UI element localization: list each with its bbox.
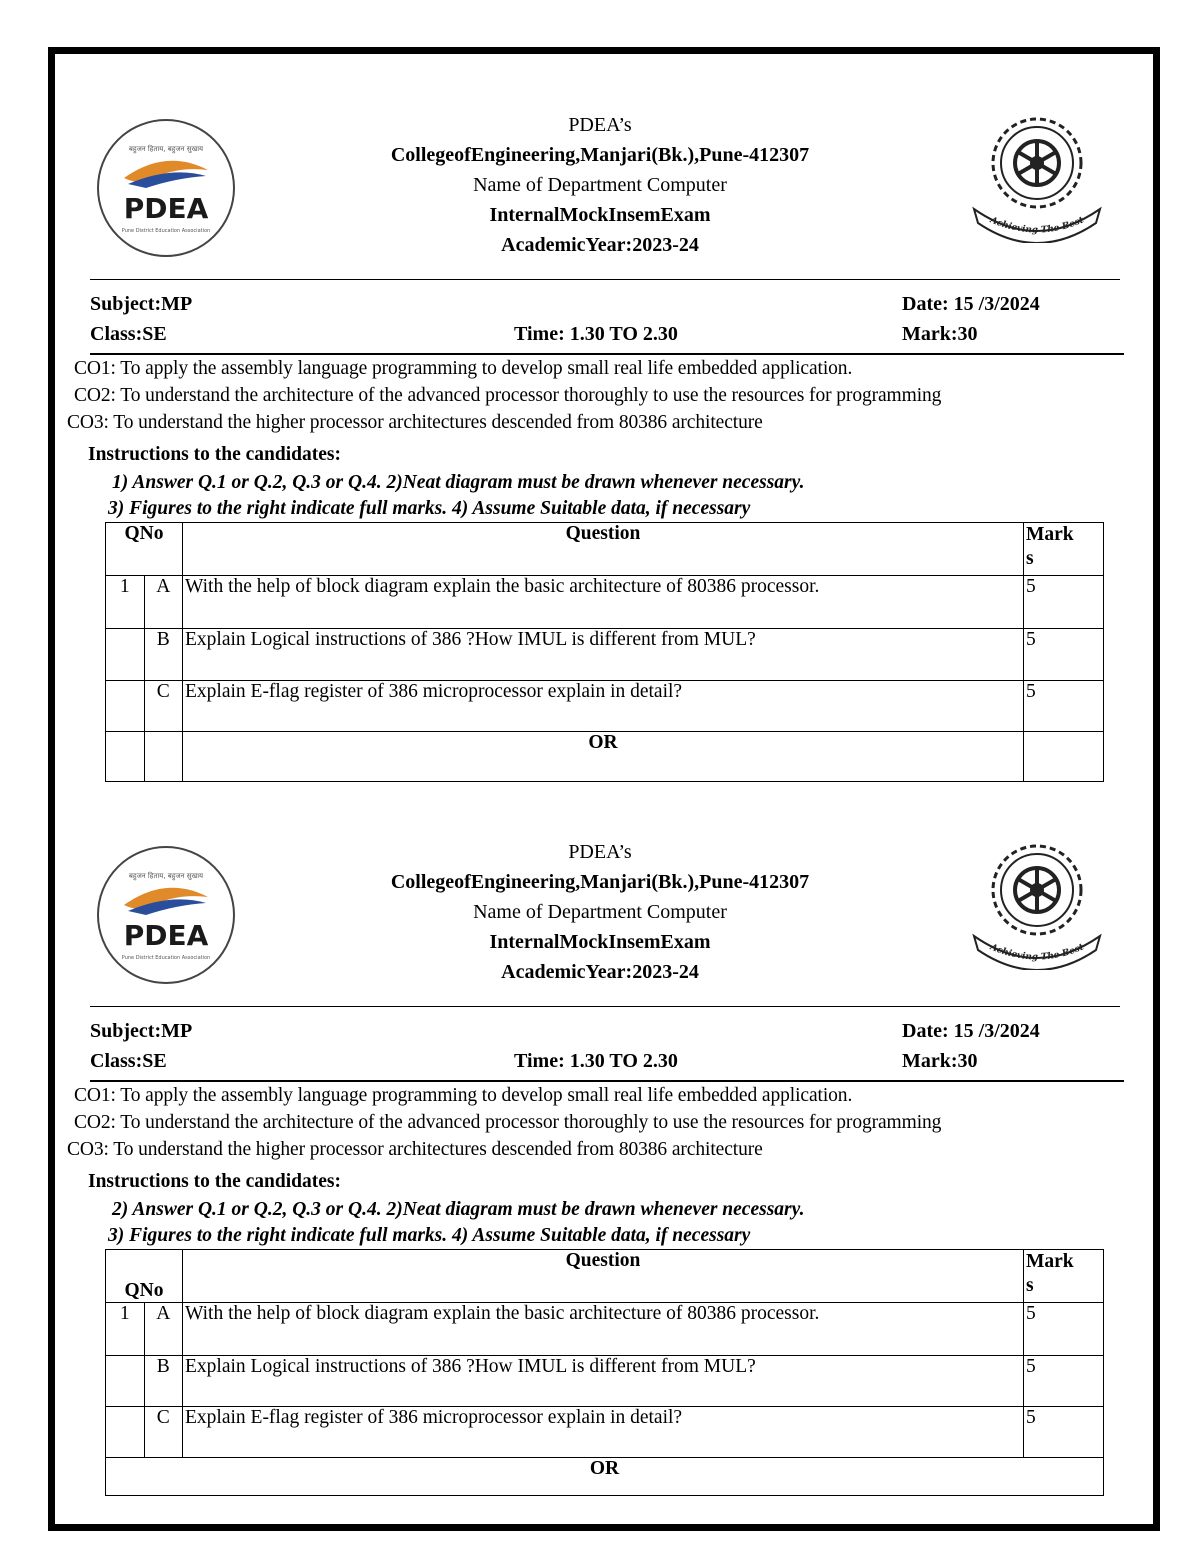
or-separator: OR (183, 732, 1024, 782)
pdea-logo (96, 845, 236, 985)
course-outcome-3: CO3: To understand the higher processor architectures descended from 80386 architecture (67, 1139, 763, 1160)
qno-header: QNo (106, 1250, 183, 1303)
class-label: Class:SE (90, 323, 167, 345)
table-row (106, 1407, 1104, 1458)
question-marks: 5 (1024, 1356, 1104, 1407)
question-letter: A (144, 1303, 183, 1356)
instruction-line-1: 2) Answer Q.1 or Q.2, Q.3 or Q.4. 2)Neat diagram must be drawn whenever necessary. (112, 1199, 805, 1220)
question-marks: 5 (1024, 1407, 1104, 1458)
instruction-line-1: 1) Answer Q.1 or Q.2, Q.3 or Q.4. 2)Neat diagram must be drawn whenever necessary. (112, 472, 805, 493)
marks-header: Mark s (1024, 1250, 1104, 1303)
svg-text:PDEA: PDEA (123, 919, 209, 952)
academic-year: AcademicYear:2023-24 (501, 961, 699, 983)
question-number (106, 681, 145, 732)
exam-header-section-2 (0, 727, 1200, 1479)
svg-text:बहुजन हिताय, बहुजन सुखाय: बहुजन हिताय, बहुजन सुखाय (128, 872, 204, 880)
exam-name: InternalMockInsemExam (489, 931, 711, 953)
table-row (106, 681, 1104, 732)
divider-line-thick (90, 353, 1124, 355)
question-letter: C (144, 1407, 183, 1458)
exam-header-section-1 (0, 0, 1200, 753)
question-text: Explain Logical instructions of 386 ?How IMUL is different from MUL? (183, 629, 1024, 681)
question-header: Question (183, 1250, 1024, 1303)
question-letter: A (144, 576, 183, 629)
questions-table (105, 1249, 1104, 1496)
question-letter: B (144, 629, 183, 681)
college-name: CollegeofEngineering,Manjari(Bk.),Pune-412307 (390, 144, 810, 166)
table-row (106, 629, 1104, 681)
table-header-row (106, 523, 1104, 576)
subject-label: Subject:MP (90, 1020, 193, 1042)
academic-year: AcademicYear:2023-24 (501, 234, 699, 256)
divider-line-thick (90, 1080, 1124, 1082)
question-number (106, 629, 145, 681)
question-letter: C (144, 681, 183, 732)
subject-label: Subject:MP (90, 293, 193, 315)
department-name: Name of Department Computer (473, 174, 727, 196)
instructions-title: Instructions to the candidates: (88, 444, 341, 465)
question-marks: 5 (1024, 1303, 1104, 1356)
class-label: Class:SE (90, 1050, 167, 1072)
time-label: Time: 1.30 TO 2.30 (514, 1050, 678, 1072)
instructions-title: Instructions to the candidates: (88, 1171, 341, 1192)
marks-label: Mark:30 (902, 323, 978, 345)
time-label: Time: 1.30 TO 2.30 (514, 323, 678, 345)
divider-line (90, 1006, 1120, 1007)
course-outcome-1: CO1: To apply the assembly language programming to develop small real life embedded application. (74, 358, 853, 379)
table-row (106, 576, 1104, 629)
qno-header: QNo (106, 523, 183, 576)
department-name: Name of Department Computer (473, 901, 727, 923)
question-number (106, 1356, 145, 1407)
question-text: Explain Logical instructions of 386 ?How IMUL is different from MUL? (183, 1356, 1024, 1407)
course-outcome-2: CO2: To understand the architecture of the advanced processor thoroughly to use the resources for programming (74, 1112, 942, 1133)
instruction-line-2: 3) Figures to the right indicate full marks. 4) Assume Suitable data, if necessary (108, 1225, 751, 1246)
college-emblem (966, 840, 1108, 970)
pdea-logo (96, 118, 236, 258)
question-number: 1 (106, 1303, 145, 1356)
date-label: Date: 15 /3/2024 (902, 293, 1040, 315)
table-row (106, 1303, 1104, 1356)
question-number (106, 1407, 145, 1458)
course-outcome-2: CO2: To understand the architecture of the advanced processor thoroughly to use the resources for programming (74, 385, 942, 406)
org-name: PDEA’s (568, 841, 632, 863)
question-marks: 5 (1024, 576, 1104, 629)
college-name: CollegeofEngineering,Manjari(Bk.),Pune-412307 (390, 871, 810, 893)
svg-text:Achieving The Best: Achieving The Best (988, 215, 1086, 236)
question-text: Explain E-flag register of 386 microprocessor explain in detail? (183, 681, 1024, 732)
marks-header: Mark s (1024, 523, 1104, 576)
org-name: PDEA’s (568, 114, 632, 136)
date-label: Date: 15 /3/2024 (902, 1020, 1040, 1042)
or-separator: OR (106, 1458, 1104, 1496)
course-outcome-1: CO1: To apply the assembly language programming to develop small real life embedded application. (74, 1085, 853, 1106)
exam-name: InternalMockInsemExam (489, 204, 711, 226)
question-letter: B (144, 1356, 183, 1407)
header-block (350, 837, 850, 987)
question-text: With the help of block diagram explain the basic architecture of 80386 processor. (183, 576, 1024, 629)
question-number: 1 (106, 576, 145, 629)
college-emblem (966, 113, 1108, 243)
table-header-row (106, 1250, 1104, 1303)
or-row (106, 1458, 1104, 1496)
question-text: Explain E-flag register of 386 microprocessor explain in detail? (183, 1407, 1024, 1458)
question-header: Question (183, 523, 1024, 576)
course-outcome-3: CO3: To understand the higher processor architectures descended from 80386 architecture (67, 412, 763, 433)
svg-text:PDEA: PDEA (123, 192, 209, 225)
marks-label: Mark:30 (902, 1050, 978, 1072)
instruction-line-2: 3) Figures to the right indicate full marks. 4) Assume Suitable data, if necessary (108, 498, 751, 519)
svg-text:Pune District Education Associ: Pune District Education Association (121, 955, 211, 961)
divider-line (90, 279, 1120, 280)
question-text: With the help of block diagram explain the basic architecture of 80386 processor. (183, 1303, 1024, 1356)
question-marks: 5 (1024, 629, 1104, 681)
question-marks: 5 (1024, 681, 1104, 732)
svg-text:Achieving The Best: Achieving The Best (988, 942, 1086, 963)
header-block (350, 110, 850, 260)
table-row (106, 1356, 1104, 1407)
svg-text:बहुजन हिताय, बहुजन सुखाय: बहुजन हिताय, बहुजन सुखाय (128, 145, 204, 153)
svg-text:Pune District Education Associ: Pune District Education Association (121, 228, 211, 234)
